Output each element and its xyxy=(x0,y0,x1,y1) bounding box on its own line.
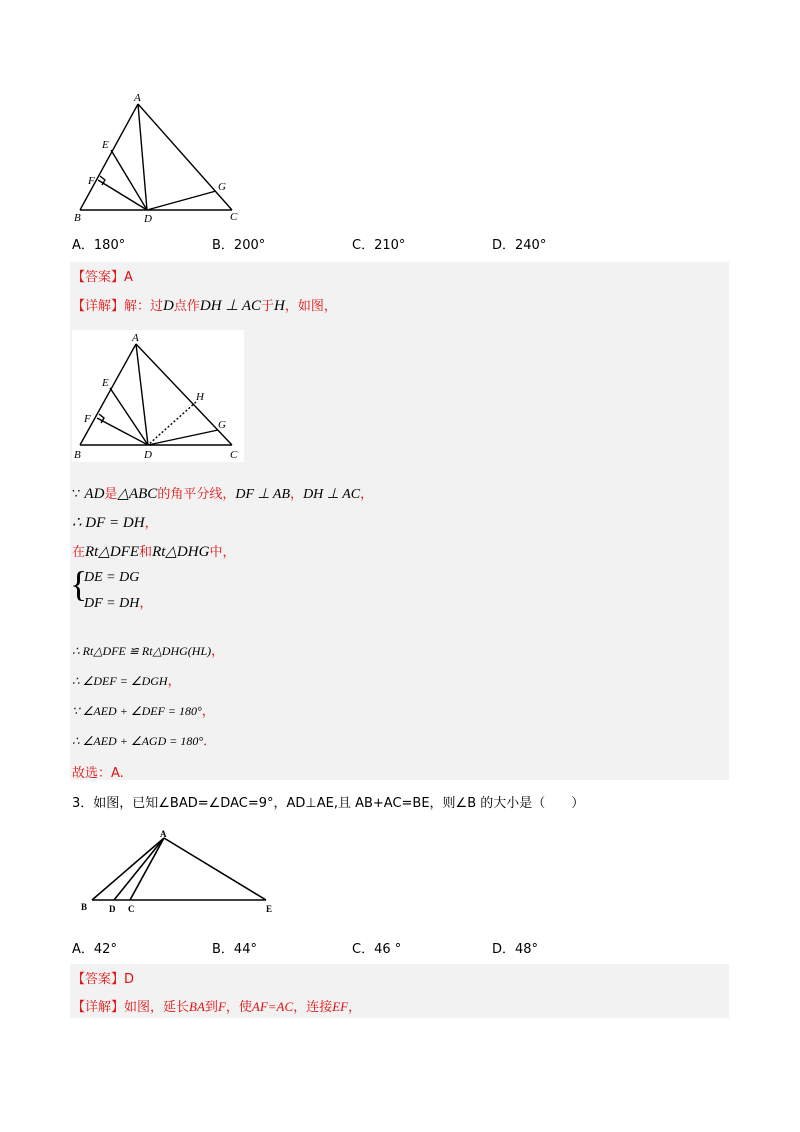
label-C: C xyxy=(230,449,238,461)
figure-1 xyxy=(70,90,250,225)
system-brace: { xyxy=(70,564,88,604)
figure-3 xyxy=(70,828,285,920)
proof-line-6: ∴ ∠DEF = ∠DGH， xyxy=(72,674,181,689)
proof-line-7: ∵ ∠AED + ∠DEF = 180°， xyxy=(72,704,215,719)
label-A: A xyxy=(160,829,167,839)
label-A: A xyxy=(132,332,139,344)
proof-line-8: ∴ ∠AED + ∠AGD = 180°． xyxy=(72,734,217,749)
label-E: E xyxy=(266,904,273,914)
label-D: D xyxy=(144,213,152,225)
q2-conclusion: 故选：A. xyxy=(72,766,124,781)
q3-option-c: C．46 ° xyxy=(352,942,402,957)
option-d: D．240° xyxy=(492,238,547,253)
q3-answer: 【答案】D xyxy=(72,972,135,987)
q3-stem: 3．如图，已知∠BAD=∠DAC=9°，AD⊥AE,且 AB+AC=BE，则∠B 的大小是（ ） xyxy=(72,796,585,811)
label-G: G xyxy=(218,181,226,193)
label-E: E xyxy=(102,377,109,389)
option-a: A．180° xyxy=(72,238,126,253)
label-H: H xyxy=(196,391,204,403)
label-C: C xyxy=(128,904,135,914)
label-F: F xyxy=(88,175,95,187)
system-eq-2: DF = DH， xyxy=(84,596,153,611)
system-eq-1: DE = DG xyxy=(84,570,140,585)
proof-line-2: ∴ DF = DH， xyxy=(72,515,158,531)
label-B: B xyxy=(81,902,88,912)
q2-detail-intro: 【详解】解：过D点作DH ⊥ AC于H，如图， xyxy=(72,298,337,314)
label-B: B xyxy=(74,449,81,461)
option-b: B．200° xyxy=(212,238,266,253)
q3-option-b: B．44° xyxy=(212,942,257,957)
label-D: D xyxy=(109,904,116,914)
proof-line-3: 在Rt△DFE和Rt△DHG中， xyxy=(72,544,236,560)
label-E: E xyxy=(102,139,109,151)
q3-detail: 【详解】如图，延长BA到F，使AF=AC，连接EF， xyxy=(72,999,362,1015)
proof-line-5: ∴ Rt△DFE ≌ Rt△DHG(HL)， xyxy=(72,644,225,659)
label-A: A xyxy=(134,92,141,104)
label-G: G xyxy=(218,419,226,431)
label-B: B xyxy=(74,212,81,224)
proof-line-1: ∵ AD是△ABC的角平分线，DF ⊥ AB，DH ⊥ AC， xyxy=(72,486,374,502)
label-D: D xyxy=(144,449,152,461)
figure-2 xyxy=(72,330,244,462)
option-c: C．210° xyxy=(352,238,406,253)
label-F: F xyxy=(84,413,91,425)
q2-answer: 【答案】A xyxy=(72,270,133,285)
q3-option-a: A．42° xyxy=(72,942,117,957)
q3-option-d: D．48° xyxy=(492,942,539,957)
label-C: C xyxy=(230,211,238,223)
